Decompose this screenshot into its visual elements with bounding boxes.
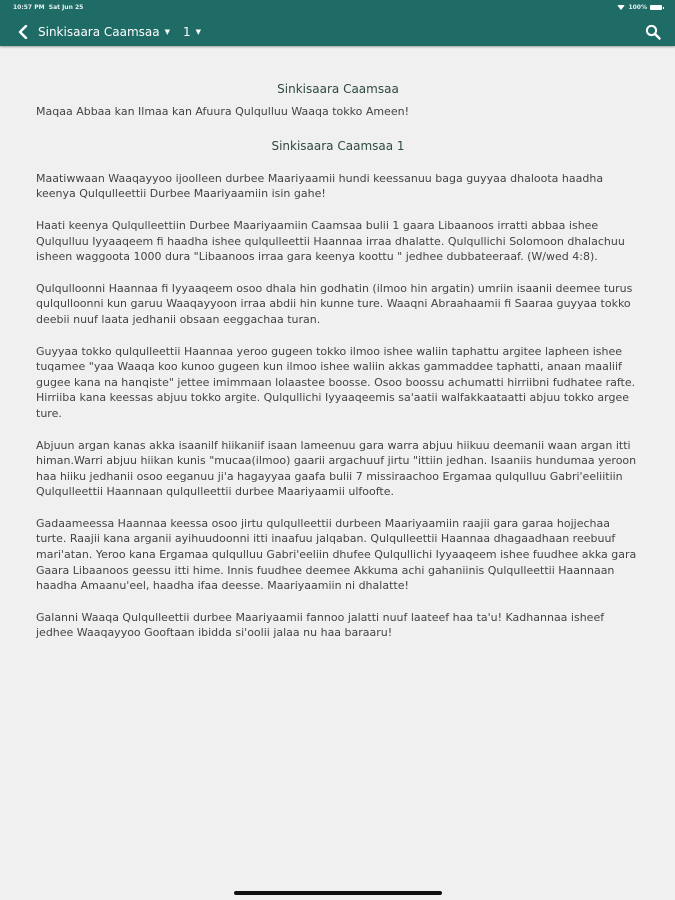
paragraph: Qulqulloonni Haannaa fi Iyyaaqeem osoo dhala hin godhatin (ilmoo hin argatin) umriin isaanii deemee turus qulqulloonni kun garuu Waaqayyoon irraa abdii hin kunne ture. Waaqni Abraahaamii fi Saaraa guyyaa tokko deebii nuuf laata jedhanii obsaan eeggachaa turan. bbox=[36, 281, 633, 326]
battery-percent: 100% bbox=[628, 4, 647, 11]
search-icon bbox=[645, 24, 661, 40]
status-bar bbox=[0, 0, 675, 14]
content-title: Sinkisaara Caamsaa bbox=[277, 82, 399, 96]
intro-line: Maqaa Abbaa kan Ilmaa kan Afuura Qulqulluu Waaqa tokko Ameen! bbox=[36, 104, 409, 118]
book-title: Sinkisaara Caamsaa bbox=[38, 25, 160, 39]
caret-down-icon: ▼ bbox=[195, 28, 202, 36]
status-date: Sat Jun 25 bbox=[48, 4, 84, 11]
paragraph: Maatiwwaan Waaqayyoo ijoolleen durbee Maariyaamii hundi keessanuu baga guyyaa dhaloota haadha keenya Qulqulleettii Durbee Maariyaamiin isin gahe! bbox=[36, 171, 604, 201]
back-button[interactable] bbox=[16, 25, 30, 39]
caret-down-icon: ▼ bbox=[164, 28, 171, 36]
paragraph: Guyyaa tokko qulqulleettii Haannaa yeroo gugeen tokko ilmoo ishee waliin taphattu argitee lapheen ishee tuqamee "yaa Waaqa koo kunoo gugeen kun ilmoo ishee waliin akkas gammaddee taphatti, anaan maaliif gugee kana na hanqiste" jettee imimmaan lolaastee boosse. Osoo boossu achumatti hirriibni fudhatee rafte. Hirriiba kana keessas abjuu tokko argite. Qulqullichi Iyyaaqeemis sa'aatii walfakkaataatti abjuu tokko argee ture. bbox=[36, 344, 636, 420]
book-selector[interactable] bbox=[38, 25, 170, 39]
status-clock: 10:57 PM bbox=[13, 4, 45, 11]
paragraph: Haati keenya Qulqulleettiin Durbee Maariyaamiin Caamsaa bulii 1 gaara Libaanoos irratti abbaa ishee Qulqulluu Iyyaaqeem fi haadha ishee qulqulleettii Haannaa irraa dhalatte. Qulqullichi Solomoon dhalachuu isheen waggoota 1000 dura "Libaanoos irraa gara keenya koottu " jedhee dubbateeraaf. (W/wed 4:8). bbox=[36, 218, 625, 264]
chapter-heading: Sinkisaara Caamsaa 1 bbox=[271, 139, 405, 154]
toolbar bbox=[0, 18, 675, 46]
chapter-number: 1 bbox=[183, 25, 191, 39]
wifi-icon bbox=[617, 5, 625, 10]
chevron-left-icon bbox=[18, 25, 28, 39]
chapter-selector[interactable] bbox=[183, 25, 201, 39]
app-bar bbox=[0, 0, 675, 46]
status-time bbox=[13, 4, 83, 11]
paragraph: Gadaameessa Haannaa keessa osoo jirtu qulqulleettii durbeen Maariyaamiin raajii gara garaa hojjechaa turte. Raajii kana arganii ayihuudoonni itti inaafuu jalqaban. Qulqulleettii Haannaa dhagaadhaan reebuuf mari'atan. Yeroo kana Ergamaa qulqulluu Gabri'eeliin dhufee Qulqullichi Iyyaaqeem ishee fuudhee akka gara Gaara Libaanoos geessu itti hime. Innis fuudhee deemee Akkuma achi gahaniinis Qulqulleettii Haannaan haadha Amaanu'eel, haadha ifaa deesse. Maariyaamiin ni dhalatte! bbox=[36, 516, 637, 593]
reading-content bbox=[36, 80, 640, 641]
search-button[interactable] bbox=[645, 24, 661, 40]
home-indicator[interactable] bbox=[234, 891, 442, 895]
status-indicators bbox=[617, 4, 662, 11]
paragraph: Abjuun argan kanas akka isaanilf hiikaniif isaan lameenuu gara warra abjuu hiikuu deemanii waan argan itti himan.Warri abjuu hiikan kunis "mucaa(ilmoo) gaarii argachuuf jirtu "ittiin jedhan. Isaaniis hundumaa yeroon haa hiiku jedhanii osoo eeganuu ji'a hagayyaa gaafa bulii 7 missiraachoo Ergamaa qulqulluu Gabri'eeliitiin Qulqulleettii Haannaan qulqulleettii durbee Maariyaamii ulfoofte. bbox=[36, 438, 637, 499]
battery-icon bbox=[650, 5, 662, 10]
paragraph: Galanni Waaqa Qulqulleettii durbee Maariyaamii fannoo jalatti nuuf laateef haa ta'u! Kadhannaa isheef jedhee Waaqayyoo Gooftaan ibidda si'oolii jalaa nu haa baraaru! bbox=[36, 610, 605, 640]
